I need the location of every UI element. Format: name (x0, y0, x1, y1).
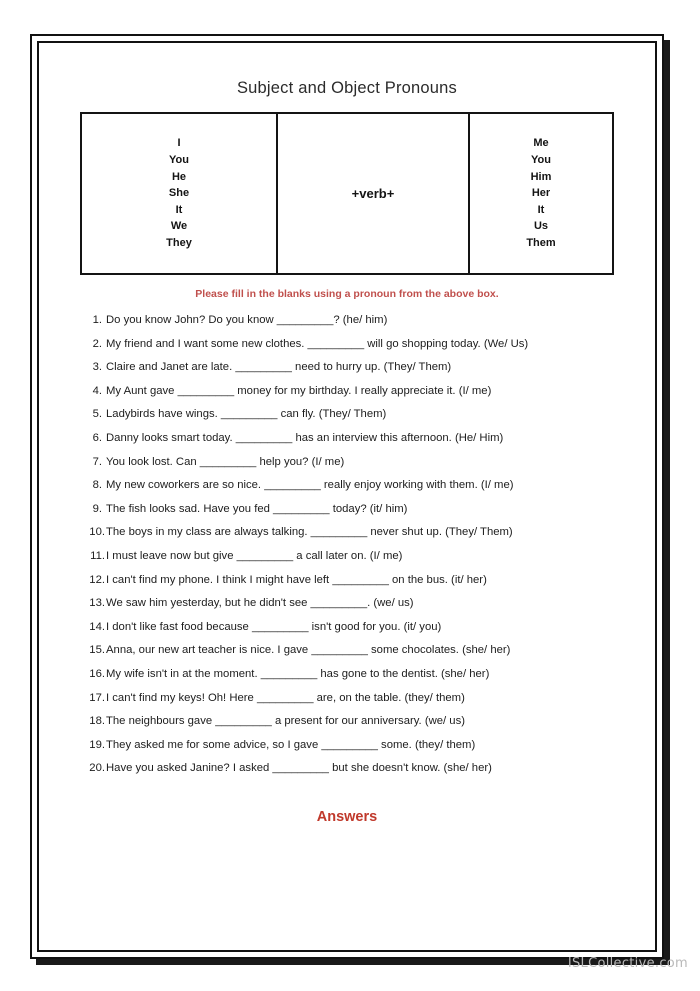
question-text: I can't find my keys! Oh! Here _________ are, on the table. (they/ them) (106, 691, 465, 704)
instruction-text: Please fill in the blanks using a pronoun from the above box. (195, 288, 499, 300)
question-number: 16. (89, 667, 105, 680)
question-text: The boys in my class are always talking. _________ never shut up. (They/ Them) (106, 526, 513, 539)
question-number: 15. (89, 644, 105, 657)
question-item (83, 337, 627, 351)
object-pronouns-cell (470, 114, 612, 273)
answers-link[interactable]: Answers (316, 809, 378, 826)
question-number: 19. (89, 738, 105, 751)
question-item (83, 407, 627, 421)
object-pronouns-list: Me You Him Her It Us Them (526, 137, 556, 249)
question-item (83, 620, 627, 634)
question-number: 1. (92, 314, 102, 326)
question-text: My Aunt gave _________ money for my birthday. I really appreciate it. (I/ me) (106, 384, 492, 397)
question-item (83, 478, 627, 492)
question-number: 6. (92, 431, 102, 444)
question-item (83, 691, 627, 705)
question-number: 2. (92, 337, 102, 350)
question-number: 7. (92, 455, 102, 468)
question-item (83, 525, 627, 539)
question-number: 12. (89, 573, 105, 586)
question-item (83, 384, 627, 398)
question-number: 8. (92, 479, 102, 492)
question-item (83, 431, 627, 445)
question-item (83, 502, 627, 516)
question-item (83, 360, 627, 374)
question-number: 18. (89, 715, 105, 728)
question-number: 9. (92, 502, 102, 515)
question-text: Ladybirds have wings. _________ can fly. (They/ Them) (106, 408, 387, 421)
question-item (83, 738, 627, 752)
question-text: I don't like fast food because _________ isn't good for you. (it/ you) (106, 620, 442, 633)
worksheet-inner-border (37, 41, 657, 952)
question-text: The fish looks sad. Have you fed _________ today? (it/ him) (106, 502, 408, 515)
question-item (83, 573, 627, 587)
subject-pronouns-list: I You He She It We They (166, 137, 192, 249)
question-item (83, 313, 627, 327)
verb-slot-cell (278, 114, 470, 273)
question-text: My new coworkers are so nice. _________ really enjoy working with them. (I/ me) (106, 479, 514, 492)
question-item (83, 667, 627, 681)
question-item (83, 549, 627, 563)
question-number: 4. (92, 384, 102, 397)
question-number: 5. (92, 408, 102, 421)
question-number: 13. (89, 597, 105, 610)
question-text: Do you know John? Do you know _________? (he/ him) (106, 314, 388, 326)
subject-pronouns-cell (82, 114, 278, 273)
verb-slot-label: +verb+ (351, 186, 395, 201)
question-number: 3. (92, 361, 102, 374)
exercise-question-list (67, 313, 627, 775)
question-text: Claire and Janet are late. _________ need to hurry up. (They/ Them) (106, 361, 452, 374)
question-text: Have you asked Janine? I asked _________ but she doesn't know. (she/ her) (106, 762, 492, 775)
question-number: 11. (90, 549, 105, 562)
question-text: The neighbours gave _________ a present for our anniversary. (we/ us) (106, 715, 465, 728)
question-item (83, 455, 627, 469)
question-text: I can't find my phone. I think I might have left _________ on the bus. (it/ her) (106, 573, 487, 586)
worksheet-sheet (39, 43, 655, 950)
question-item (83, 596, 627, 610)
page-title: Subject and Object Pronouns (236, 79, 458, 97)
question-text: We saw him yesterday, but he didn't see _________. (we/ us) (106, 597, 414, 610)
question-number: 20. (89, 762, 105, 775)
question-item (83, 761, 627, 775)
site-watermark: ISLCollective.com (567, 956, 688, 971)
worksheet-page-frame (30, 34, 664, 959)
pronoun-reference-table (80, 112, 614, 275)
question-item (83, 643, 627, 657)
question-text: My friend and I want some new clothes. _________ will go shopping today. (We/ Us) (106, 337, 529, 350)
question-item (83, 714, 627, 728)
question-text: You look lost. Can _________ help you? (I/ me) (106, 455, 345, 468)
question-text: Anna, our new art teacher is nice. I gave _________ some chocolates. (she/ her) (106, 644, 511, 657)
question-text: I must leave now but give _________ a call later on. (I/ me) (106, 549, 403, 562)
question-number: 14. (89, 620, 105, 633)
question-number: 10. (89, 526, 105, 539)
question-text: Danny looks smart today. _________ has an interview this afternoon. (He/ Him) (106, 431, 504, 444)
question-number: 17. (89, 691, 105, 704)
question-text: They asked me for some advice, so I gave _________ some. (they/ them) (106, 738, 476, 751)
question-text: My wife isn't in at the moment. _________ has gone to the dentist. (she/ her) (106, 667, 490, 680)
